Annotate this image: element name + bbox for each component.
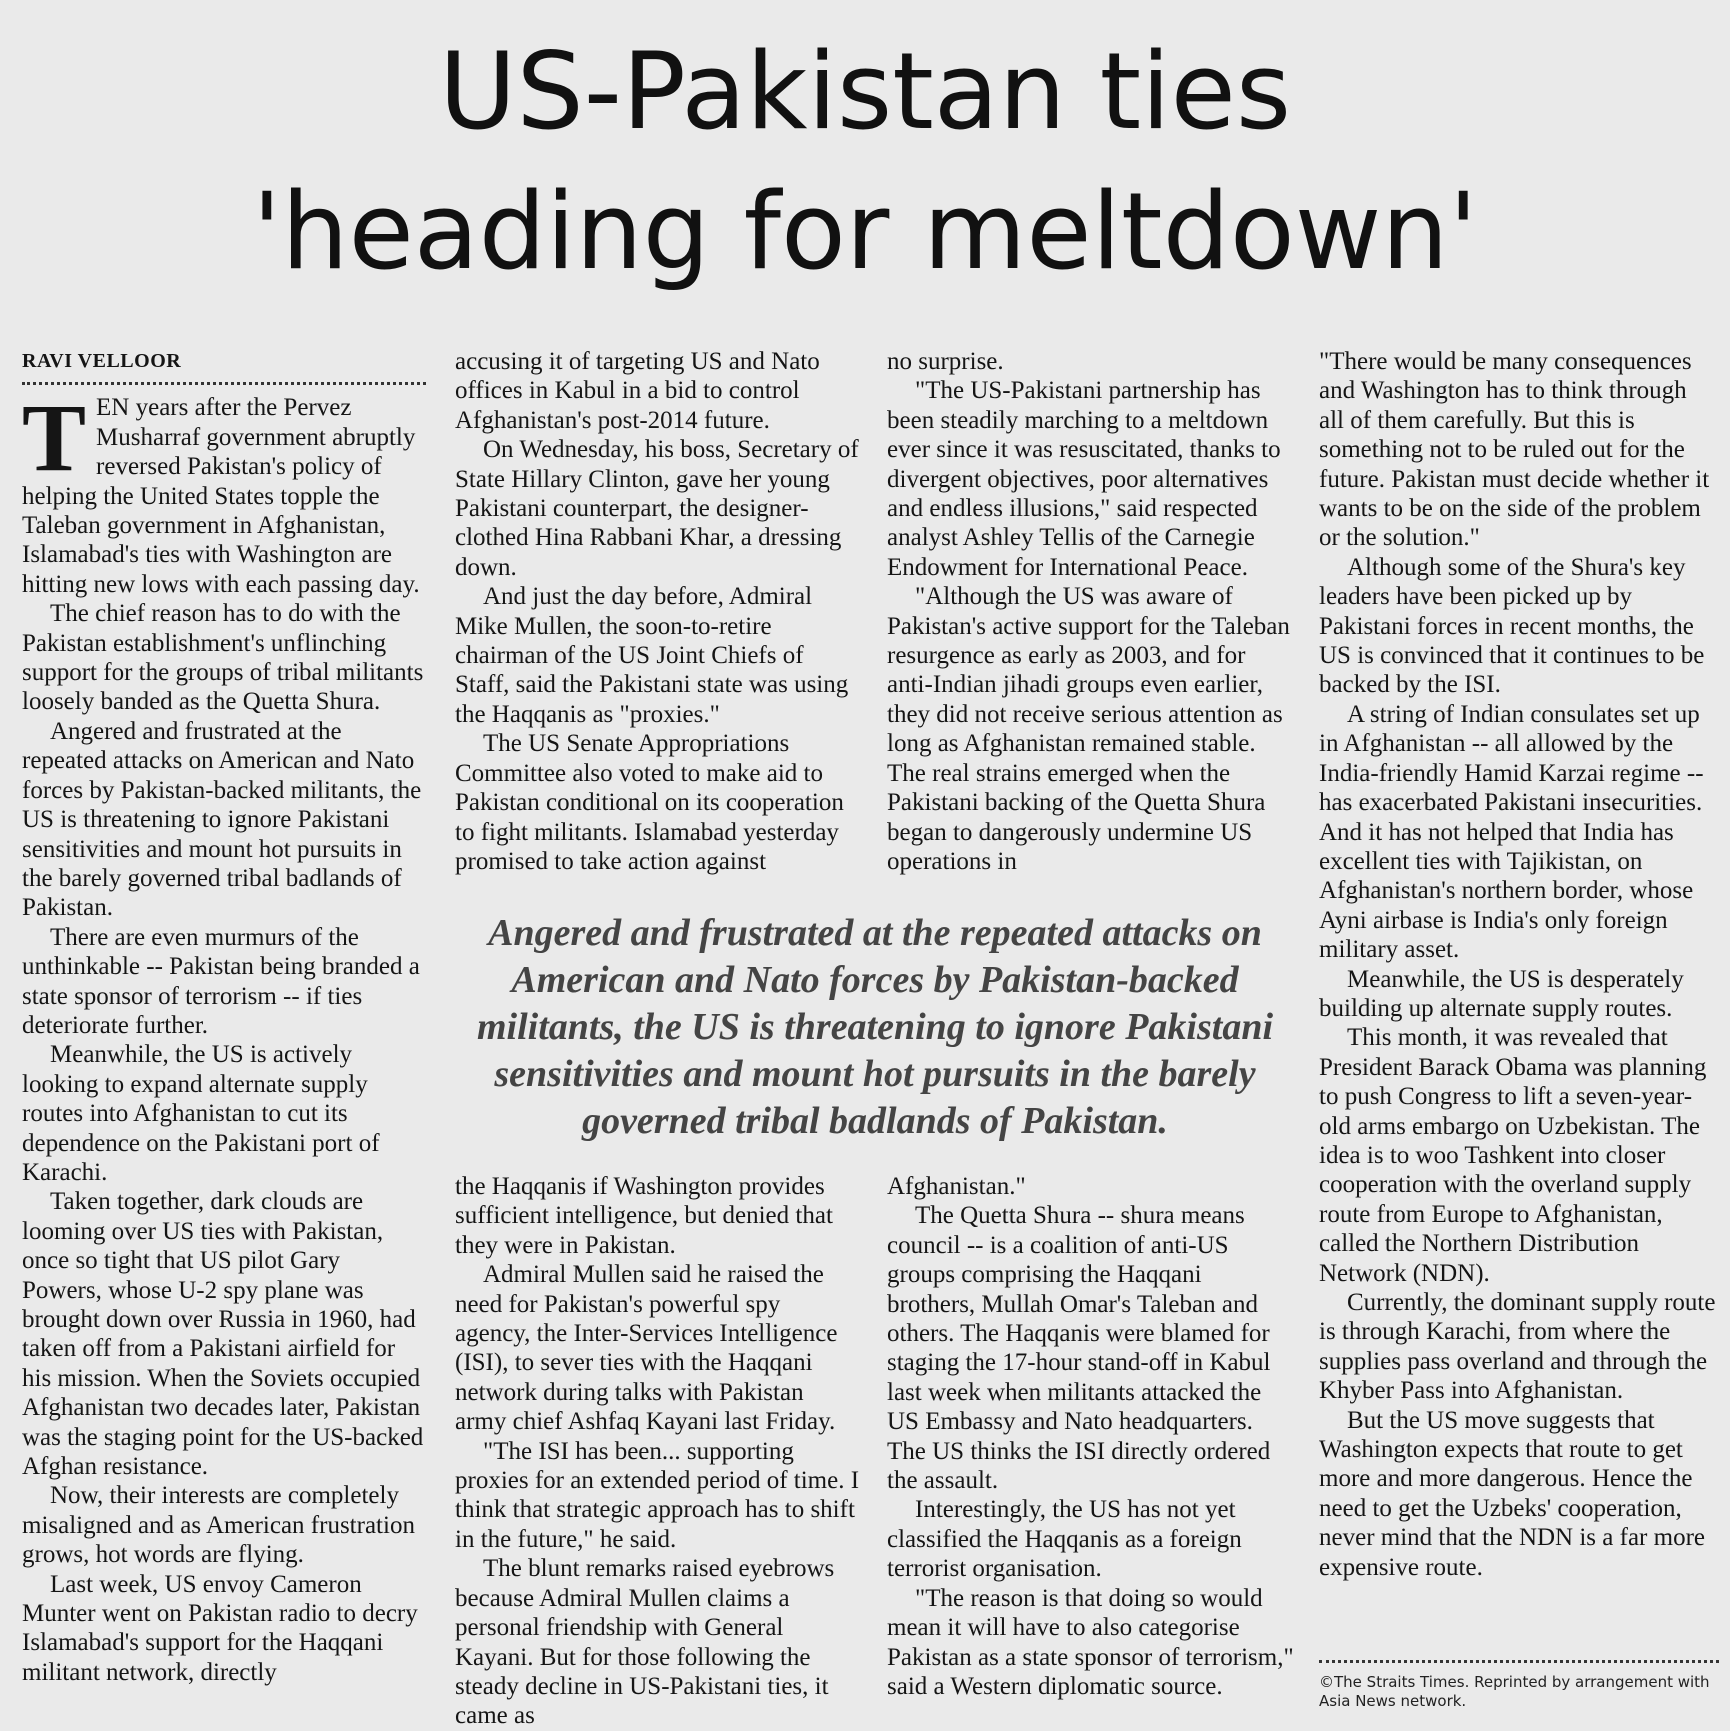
paragraph: Afghanistan." (887, 1173, 1026, 1200)
paragraph: The Quetta Shura -- shura means council -- is a coalition of anti-US groups comprising the Haqqani brothers, Mullah Omar's Taleban and others. The Haqqanis were blamed for staging the 17-hour stand-off in Kabul last week when militants attacked the US Embassy and Nato headquarters. The US thinks the ISI directly ordered the assault. (887, 1202, 1271, 1495)
headline (0, 22, 1730, 302)
paragraph: Taken together, dark clouds are looming over US ties with Pakistan, once so tight that US pilot Gary Powers, whose U-2 spy plane was brought down over Russia in 1960, had taken off from a Pakistani airfield for his mission. When the Soviets occupied Afghanistan two decades later, Pakistan was the staging point for the US-backed Afghan resistance. (22, 1188, 424, 1481)
lead-text: EN years after the Pervez Musharraf government abruptly reversed Pakistan's policy of helping the United States topple the Taleban government in Afghanistan, Islamabad's ties with Washington are hitting new lows with each passing day. (22, 394, 420, 598)
paragraph: Angered and frustrated at the repeated attacks on American and Nato forces by Pakistan-backed militants, the US is threatening to ignore Pakistani sensitivities and mount hot pursuits in the barely governed tribal badlands of Pakistan. (22, 717, 422, 922)
paragraph: "The reason is that doing so would mean it will have to also categorise Pakistan as a state sponsor of terrorism," said a Western diplomatic source. (887, 1584, 1294, 1700)
paragraph: Last week, US envoy Cameron Munter went on Pakistan radio to decry Islamabad's support for the Haqqani militant network, directly (22, 1570, 418, 1686)
lead-paragraph (22, 384, 426, 599)
paragraph: no surprise. (887, 348, 1004, 375)
paragraph: Although some of the Shura's key leaders have been picked up by Pakistani forces in recent months, the US is convinced that it continues to be backed by the ISI. (1319, 553, 1705, 699)
paragraph: Interestingly, the US has not yet classified the Haqqanis as a foreign terrorist organisation. (887, 1496, 1242, 1583)
paragraph: Admiral Mullen said he raised the need for Pakistan's powerful spy agency, the Inter-Services Intelligence (ISI), to sever ties with the Haqqani network during talks with Pakistan army chief Ashfaq Kayani last Friday. (455, 1261, 838, 1436)
column-2-bottom (455, 1172, 860, 1731)
paragraph: Currently, the dominant supply route is through Karachi, from where the supplies pass overland and through the Khyber Pass into Afghanistan. (1319, 1289, 1716, 1405)
paragraph: accusing it of targeting US and Nato offices in Kabul in a bid to control Afghanistan's post-2014 future. (455, 348, 820, 434)
paragraph: "There would be many consequences and Washington has to think through all of them carefully. But this is something not to be ruled out for the future. Pakistan must decide whether it wants to be on the side of the problem or the solution." (1319, 348, 1710, 552)
paragraph: There are even murmurs of the unthinkable -- Pakistan being branded a state sponsor of terrorism -- if ties deteriorate further. (22, 923, 420, 1039)
column-3-bottom (887, 1172, 1295, 1701)
headline-line-1: US-Pakistan ties (438, 30, 1292, 153)
paragraph: The US Senate Appropriations Committee also voted to make aid to Pakistan conditional on its cooperation to fight militants. Islamabad yesterday promised to take action against (455, 730, 844, 875)
paragraph: A string of Indian consulates set up in Afghanistan -- all allowed by the India-friendly Hamid Karzai regime -- has exacerbated Pakistani insecurities. And it has not helped that India has excellent ties with Tajikistan, on Afghanistan's northern border, whose Ayni airbase is India's only foreign military asset. (1319, 700, 1704, 964)
paragraph: This month, it was revealed that President Barack Obama was planning to push Congress to lift a seven-year-old arms embargo on Uzbekistan. The idea is to woo Tashkent into closer cooperation with the overland supply route from Europe to Afghanistan, called the Northern Distribution Network (NDN). (1319, 1024, 1707, 1287)
paragraph: "The US-Pakistani partnership has been steadily marching to a meltdown ever since it was resuscitated, thanks to divergent objectives, poor alternatives and endless illusions," said respected analyst Ashley Tellis of the Carnegie Endowment for International Peace. (887, 377, 1281, 581)
drop-cap: T (22, 384, 87, 492)
paragraph: Now, their interests are completely misaligned and as American frustration grows, hot words are flying. (22, 1482, 415, 1569)
paragraph: "The ISI has been... supporting proxies for an extended period of time. I think that strategic approach has to shift in the future," he said. (455, 1437, 860, 1553)
paragraph: Meanwhile, the US is actively looking to expand alternate supply routes into Afghanistan to cut its dependence on the Pakistani port of Karachi. (22, 1041, 380, 1186)
paragraph: On Wednesday, his boss, Secretary of State Hillary Clinton, gave her young Pakistani counterpart, the designer-clothed Hina Rabbani Khar, a dressing down. (455, 436, 859, 581)
column-1 (22, 347, 426, 1687)
column-4 (1319, 347, 1717, 1582)
pull-quote: Angered and frustrated at the repeated attacks on American and Nato forces by Pakistan-backed militants, the US is threatening to ignore Pakistani sensitivities and mount hot pursuits in the barely governed tribal badlands of Pakistan. (476, 912, 1274, 1142)
paragraph: And just the day before, Admiral Mike Mullen, the soon-to-retire chairman of the US Joint Chiefs of Staff, said the Pakistani state was using the Haqqanis as "proxies." (455, 583, 849, 728)
column-2-top (455, 347, 860, 876)
headline-line-2: 'heading for meltdown' (252, 170, 1478, 293)
byline: RAVI VELLOOR (22, 347, 426, 385)
paragraph: the Haqqanis if Washington provides sufficient intelligence, but denied that they were in Pakistan. (455, 1173, 833, 1259)
paragraph: The blunt remarks raised eyebrows because Admiral Mullen claims a personal friendship with General Kayani. But for those following the steady decline in US-Pakistani ties, it came as (455, 1555, 835, 1730)
copyright-credit: ©The Straits Times. Reprinted by arrangement with Asia News network. (1319, 1660, 1719, 1711)
paragraph: But the US move suggests that Washington expects that route to get more and more dangerous. Hence the need to get the Uzbeks' cooperation, never mind that the NDN is a far more expensive route. (1319, 1406, 1705, 1581)
paragraph: Meanwhile, the US is desperately building up alternate supply routes. (1319, 965, 1684, 1022)
column-3-top (887, 347, 1295, 876)
paragraph: The chief reason has to do with the Pakistan establishment's unflinching support for the groups of tribal militants loosely banded as the Quetta Shura. (22, 600, 424, 716)
paragraph: "Although the US was aware of Pakistan's active support for the Taleban resurgence as early as 2003, and for anti-Indian jihadi groups even earlier, they did not receive serious attention as long as Afghanistan remained stable. The real strains emerged when the Pakistani backing of the Quetta Shura began to dangerously undermine US operations in (887, 583, 1290, 875)
